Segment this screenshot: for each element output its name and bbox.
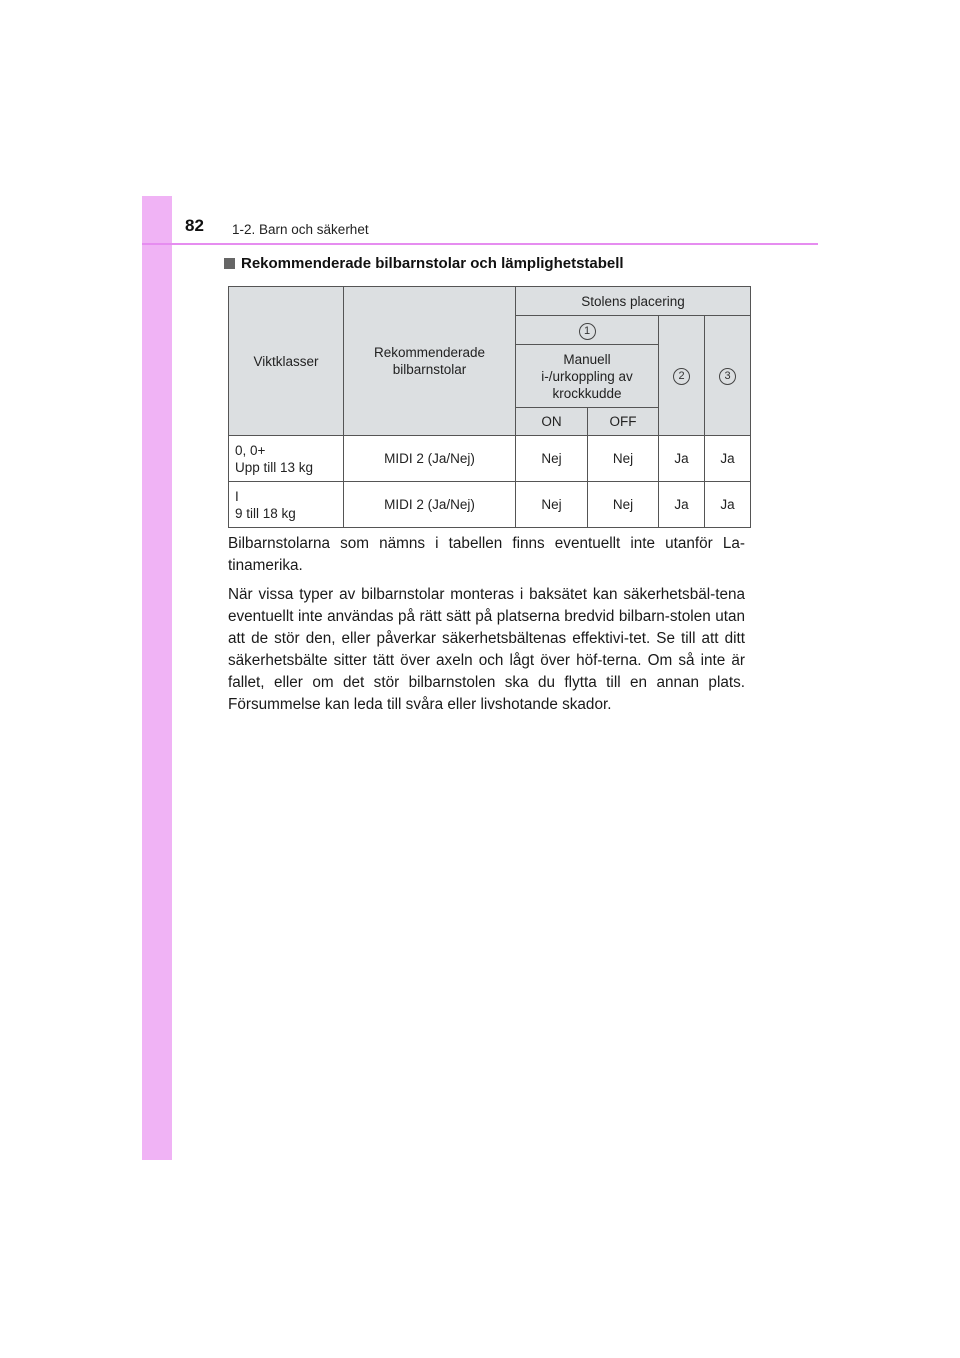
position-3-icon: 3 [719,368,736,385]
header-airbag-off: OFF [588,408,659,436]
position-1-icon: 1 [579,323,596,340]
position-3-cell: Ja [705,436,751,482]
header-weight-class: Viktklasser [229,287,344,436]
table-row [229,482,751,528]
header-airbag-switch-text: Manuell i-/urkoppling av krockkudde [541,351,633,401]
header-recommended-seats [344,287,516,436]
airbag-on-cell: Nej [516,436,588,482]
side-tab-band [142,196,172,1160]
weight-class: 0, 0+ [235,442,266,458]
section-title: 1-2. Barn och säkerhet [232,222,369,237]
seat-cell: MIDI 2 (Ja/Nej) [344,482,516,528]
header-divider [142,243,818,245]
seatbelt-warning: När vissa typer av bilbarnstolar monteras i baksätet kan säkerhetsbäl-tena eventuellt inte användas på rätt sätt på platserna bredvid bilbarn-stolen utan att de stör den, eller påverkar säkerhetsbältenas effektivi-tet. Se till att ditt säkerhetsbälte sitter tätt över axeln och lågt över höf-terna. Om så inte är fallet, eller om det stör bilbarnstolen ska du flytta till en annan plats. Försummelse kan leda till svåra eller livshotande skador. [228,586,745,713]
seat-cell: MIDI 2 (Ja/Nej) [344,436,516,482]
weight-cell [229,436,344,482]
airbag-on-cell: Nej [516,482,588,528]
weight-cell [229,482,344,528]
table-heading [224,255,624,272]
airbag-off-cell: Nej [588,436,659,482]
availability-note: Bilbarnstolarna som nämns i tabellen finns eventuellt inte utanför La-tinamerika. [228,535,745,574]
weight-class: I [235,488,239,504]
square-bullet-icon [224,258,235,269]
position-2-cell: Ja [659,482,705,528]
airbag-off-cell: Nej [588,482,659,528]
page-number: 82 [185,216,204,235]
header-recommended-seats-text: Rekommenderade bilbarnstolar [373,345,486,377]
header-position-2 [659,316,705,436]
weight-range: 9 till 18 kg [235,505,296,521]
position-2-cell: Ja [659,436,705,482]
header-airbag-on: ON [516,408,588,436]
header-airbag-switch [516,345,659,408]
header-position-3 [705,316,751,436]
table-heading-text: Rekommenderade bilbarnstolar och lämplighetstabell [241,255,624,272]
header-position-1 [516,316,659,345]
header-seat-position: Stolens placering [516,287,751,316]
weight-range: Upp till 13 kg [235,459,314,475]
compatibility-table [228,286,751,528]
table-row [229,436,751,482]
position-3-cell: Ja [705,482,751,528]
position-2-icon: 2 [673,368,690,385]
